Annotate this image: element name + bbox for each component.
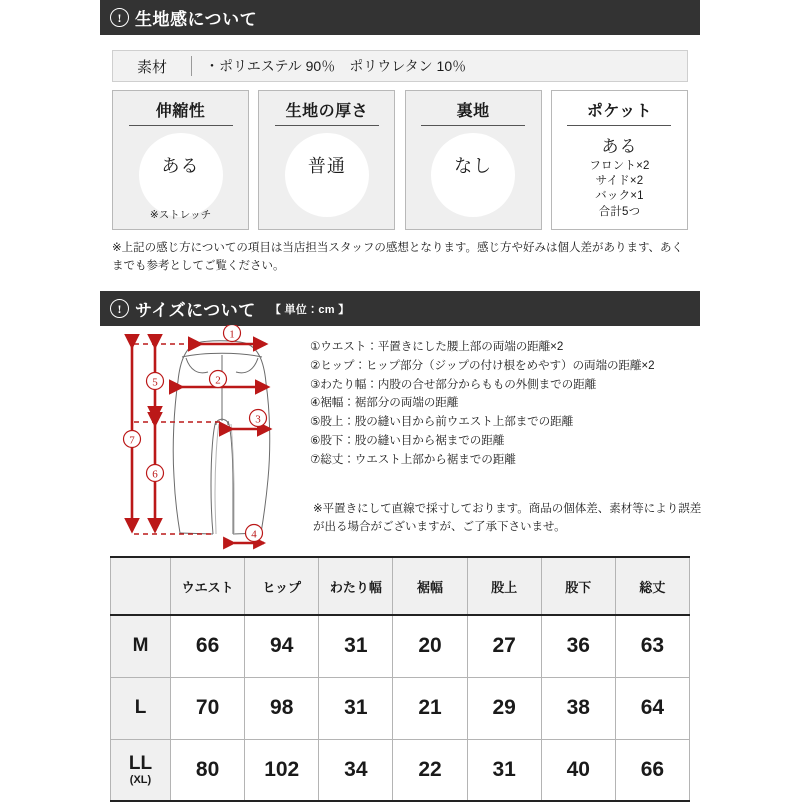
size-name: L (134, 697, 147, 719)
diagram-marker-group (124, 325, 267, 542)
legend-item-5: ⑤股上：股の縫い目から前ウエスト上部までの距離 (310, 415, 574, 429)
marker-2 (210, 371, 227, 388)
col-header-waist: ウエスト (171, 557, 245, 615)
size-name: M (132, 635, 149, 657)
cell-hem: 22 (393, 739, 467, 801)
feature-box-row (112, 90, 688, 230)
feature-title: 伸縮性 (155, 103, 206, 120)
size-table-body (111, 615, 690, 801)
pocket-detail-item: サイド×2 (595, 175, 644, 188)
size-table-head (111, 557, 690, 615)
marker-7 (124, 431, 141, 448)
fabric-disclaimer-note: ※上記の感じ方についての項目は当店担当スタッフの感想となります。感じ方や好みは個人差があります、あくまでも参考としてご覧ください。 (112, 242, 684, 272)
size-name-sub: (XL) (129, 773, 152, 786)
marker-4 (246, 525, 263, 542)
cell-thigh: 34 (319, 739, 393, 801)
measurement-diagram (112, 325, 308, 553)
table-row (111, 677, 690, 739)
svg-text:4: 4 (251, 528, 257, 541)
col-header-inseam: 股下 (541, 557, 615, 615)
pocket-detail-item: 合計5つ (598, 205, 641, 218)
cell-rise: 27 (467, 615, 541, 677)
cell-length: 63 (615, 615, 689, 677)
size-disclaimer-note: ※平置きにして直線で採寸しております。商品の個体差、素材等により誤差が出る場合がございますが、ご了承下さいませ。 (313, 503, 702, 534)
size-section-title: サイズについて (135, 301, 256, 320)
svg-text:1: 1 (229, 328, 235, 341)
svg-text:2: 2 (215, 374, 221, 387)
material-row (112, 50, 688, 82)
feature-box-pocket (551, 90, 688, 230)
material-label: 素材 (136, 58, 167, 76)
feature-value: ある (161, 156, 200, 176)
exclamation-circle-icon: ! (110, 8, 129, 27)
pocket-detail-item: バック×1 (595, 190, 644, 203)
cell-thigh: 31 (319, 677, 393, 739)
legend-item-3: ③わたり幅：内股の合せ部分からももの外側までの距離 (310, 377, 597, 391)
col-header-hem: 裾幅 (393, 557, 467, 615)
cell-waist: 80 (171, 739, 245, 801)
feature-box-thickness (258, 90, 395, 230)
feature-value: なし (454, 156, 493, 176)
fabric-section-title: 生地感について (135, 10, 258, 29)
cell-thigh: 31 (319, 615, 393, 677)
svg-text:3: 3 (255, 413, 261, 426)
col-header-length: 総丈 (615, 557, 689, 615)
legend-item-4: ④裾幅：裾部分の両端の距離 (310, 396, 459, 410)
table-header-row (111, 557, 690, 615)
cell-inseam: 40 (541, 739, 615, 801)
feature-box-stretch (112, 90, 249, 230)
marker-1 (224, 325, 241, 342)
legend-item-6: ⑥股下：股の縫い目から裾までの距離 (310, 433, 505, 447)
cell-rise: 31 (467, 739, 541, 801)
cell-hip: 94 (245, 615, 319, 677)
measurement-legend (310, 338, 700, 469)
table-row (111, 739, 690, 801)
title-underline (567, 125, 671, 126)
feature-title: ポケット (586, 103, 653, 120)
pocket-detail-list (552, 159, 687, 220)
svg-text:6: 6 (152, 468, 158, 481)
pocket-detail-item: フロント×2 (589, 160, 650, 172)
cell-hem: 21 (393, 677, 467, 739)
cell-rise: 29 (467, 677, 541, 739)
feature-note: ※ストレッチ (149, 209, 212, 221)
legend-item-7: ⑦総丈：ウエスト上部から裾までの距離 (310, 452, 516, 466)
feature-title: 生地の厚さ (285, 103, 369, 120)
col-header-hip: ヒップ (245, 557, 319, 615)
material-value: ・ポリエステル 90％ ポリウレタン 10％ (205, 58, 467, 74)
feature-box-lining (405, 90, 542, 230)
pants-measurement-svg (112, 325, 308, 553)
cell-inseam: 36 (541, 615, 615, 677)
marker-3 (250, 410, 267, 427)
feature-value: ある (601, 137, 638, 156)
col-header-size (111, 557, 171, 615)
col-header-rise: 股上 (467, 557, 541, 615)
row-size-label (111, 677, 171, 739)
exclamation-circle-icon: ! (110, 299, 129, 318)
size-section-header (100, 291, 700, 326)
svg-text:7: 7 (129, 434, 135, 447)
col-header-thigh: わたり幅 (319, 557, 393, 615)
size-table (110, 556, 690, 802)
cell-inseam: 38 (541, 677, 615, 739)
cell-length: 66 (615, 739, 689, 801)
cell-hip: 102 (245, 739, 319, 801)
legend-item-2: ②ヒップ：ヒップ部分（ジップの付け根をめやす）の両端の距離×2 (310, 358, 655, 372)
svg-text:5: 5 (152, 376, 158, 389)
title-underline (275, 125, 379, 126)
cell-length: 64 (615, 677, 689, 739)
table-row (111, 615, 690, 677)
legend-item-1: ①ウエスト：平置きにした腰上部の両端の距離×2 (310, 340, 564, 353)
cell-waist: 70 (171, 677, 245, 739)
marker-5 (147, 373, 164, 390)
fabric-section-header (100, 0, 700, 35)
title-underline (129, 125, 233, 126)
feature-value: 普通 (307, 156, 346, 176)
title-underline (421, 125, 525, 126)
row-size-label (111, 615, 171, 677)
feature-title: 裏地 (456, 103, 490, 120)
size-unit-label: 【 単位：cm 】 (269, 303, 350, 316)
cell-hip: 98 (245, 677, 319, 739)
row-size-label (111, 739, 171, 801)
marker-6 (147, 465, 164, 482)
cell-waist: 66 (171, 615, 245, 677)
size-name: LL (128, 752, 153, 774)
cell-hem: 20 (393, 615, 467, 677)
